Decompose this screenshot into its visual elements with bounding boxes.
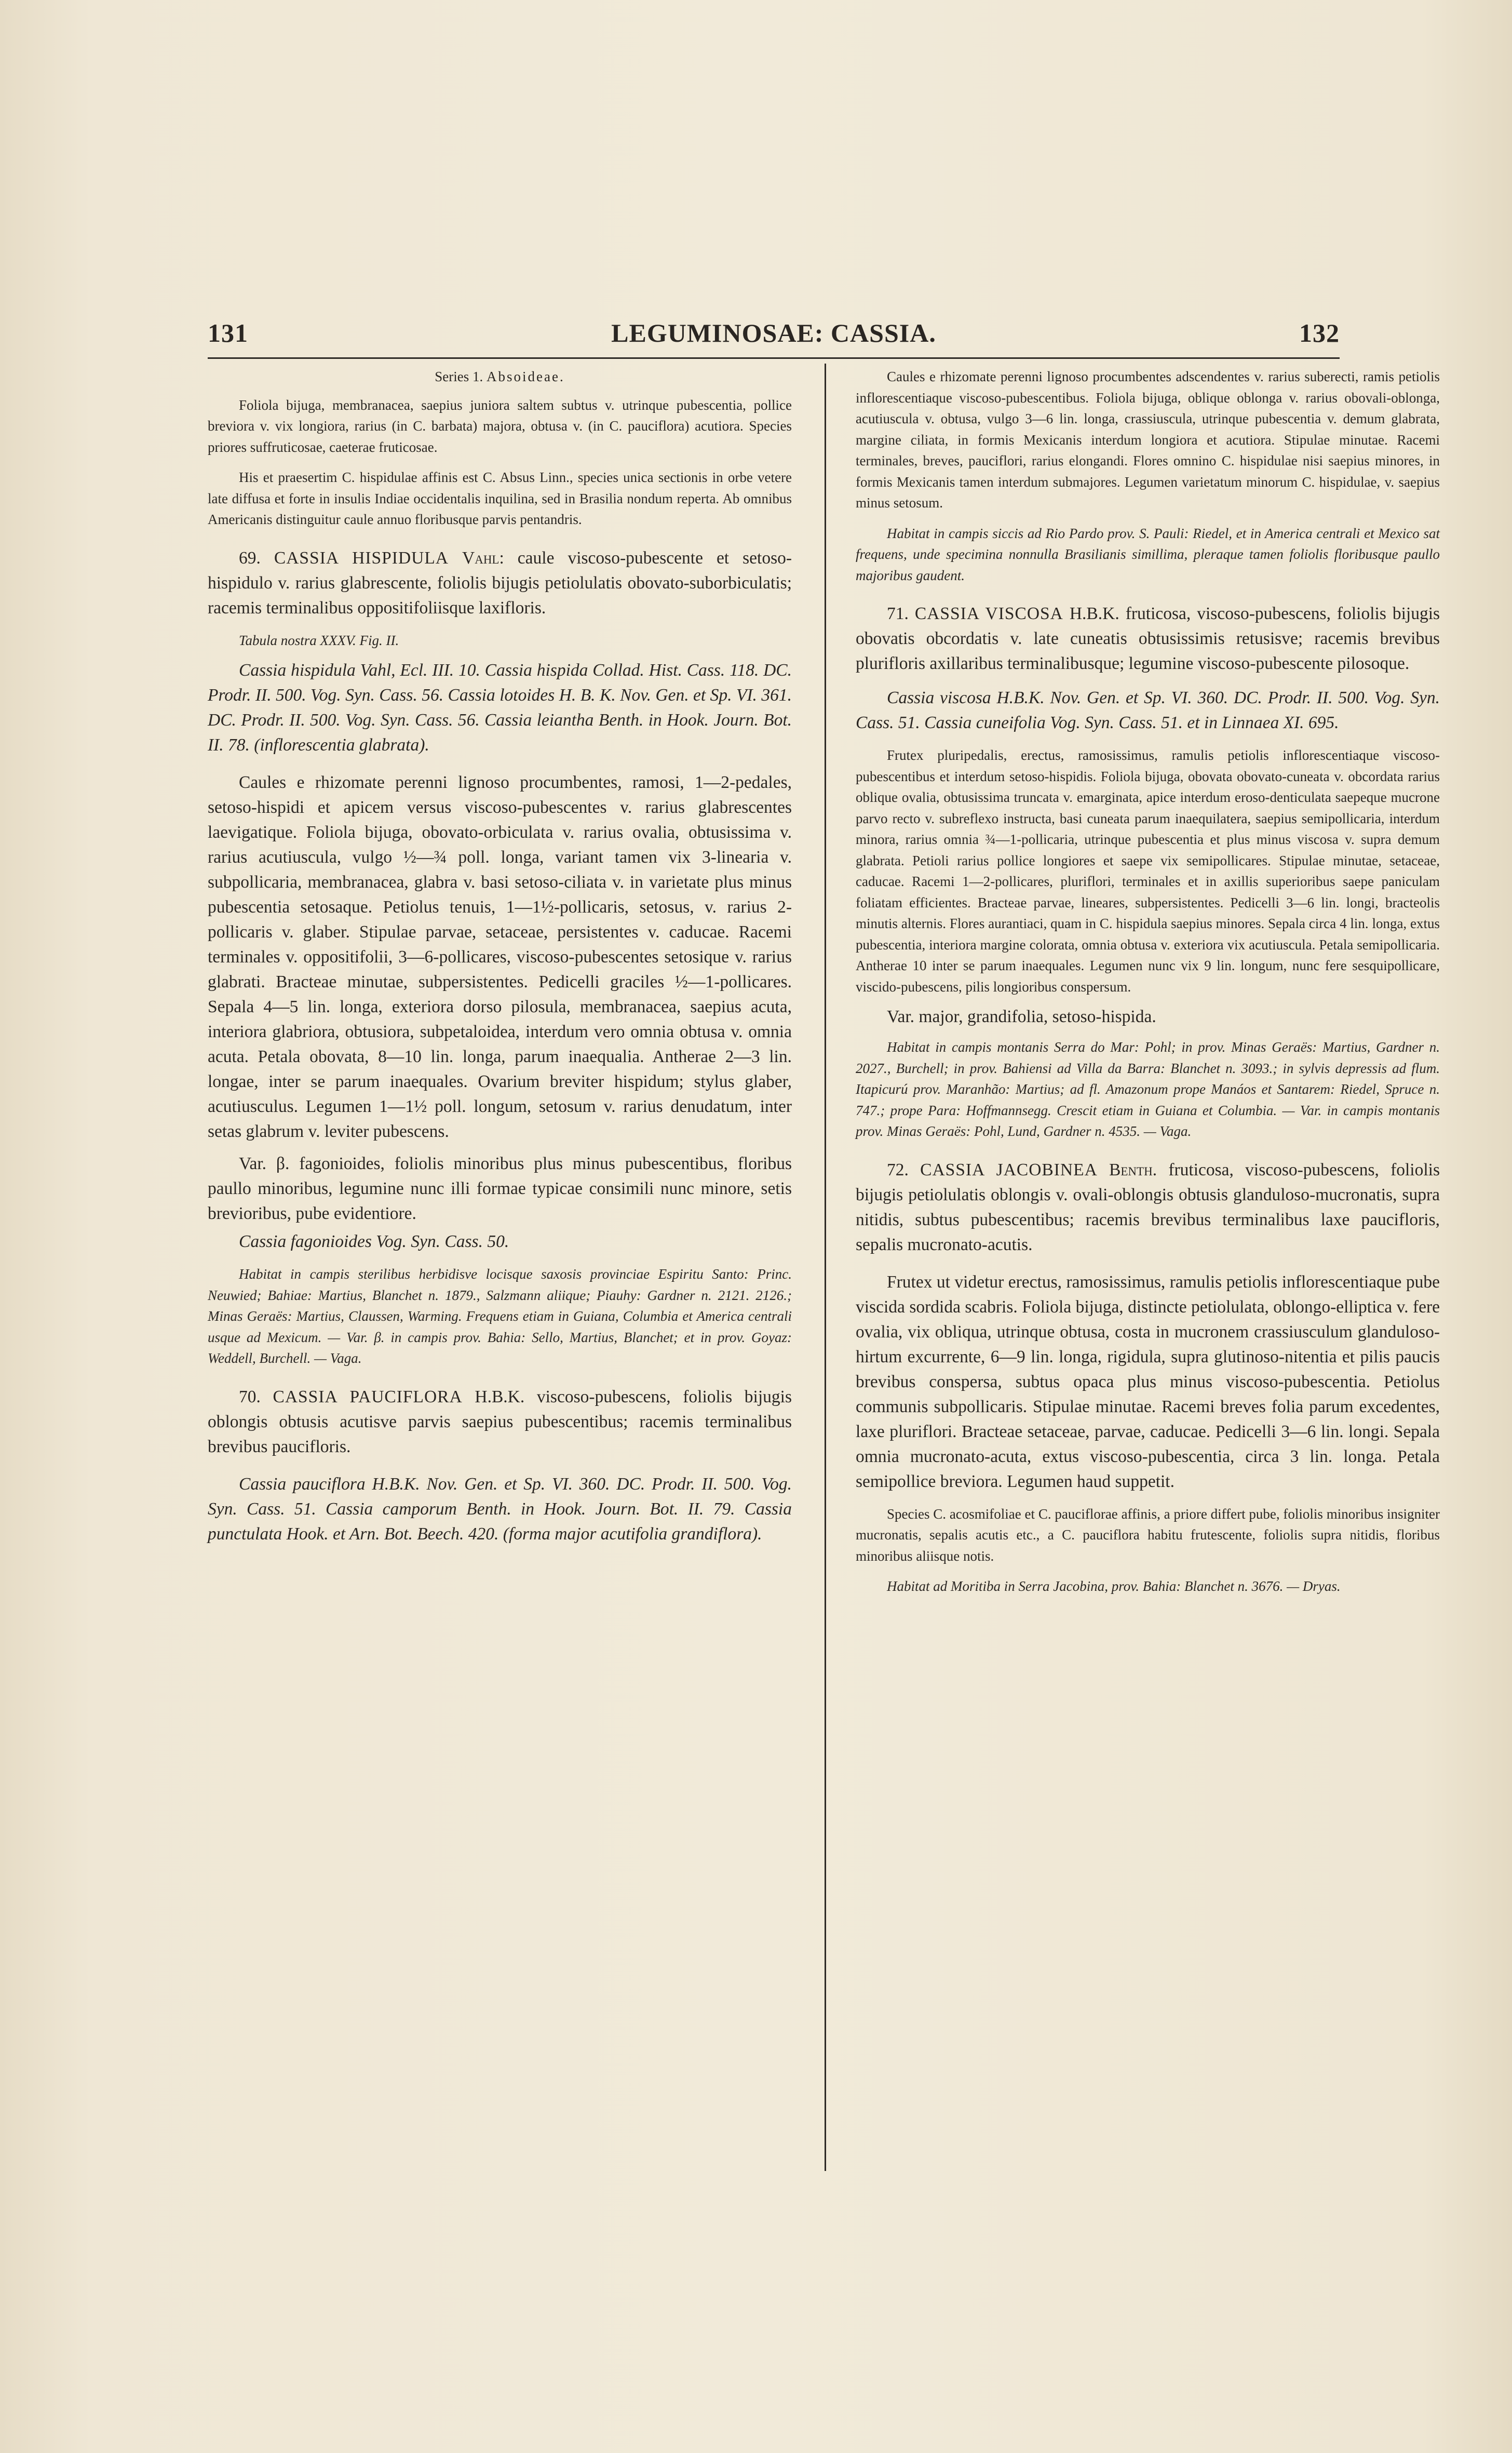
right-column: [856, 366, 1440, 1597]
species-71-number: 71.: [887, 604, 909, 623]
header-rule: [208, 357, 1340, 359]
species-70-habitat-text: Habitat in campis siccis ad Rio Pardo prov. S. Pauli: Riedel, et in America centrali et Mexico sat frequens, unde specimina nonnulla Brasilianis simillima, pleraque tamen foliolis floribusque paullo majoribus gaudent.: [856, 525, 1440, 583]
species-72-habitat-text: Habitat ad Moritiba in Serra Jacobina, prov. Bahia: Blanchet n. 3676. — Dryas.: [887, 1578, 1341, 1594]
species-70-name: CASSIA PAUCIFLORA: [273, 1387, 463, 1406]
species-69-plate: [208, 630, 792, 651]
series-name: Absoideae.: [487, 369, 565, 384]
species-69-plate-ref: Tabula nostra XXXV. Fig. II.: [239, 632, 399, 648]
species-70-habitat: [856, 523, 1440, 586]
species-69-variety-synonym-text: Cassia fagonioides Vog. Syn. Cass. 50.: [239, 1232, 509, 1251]
species-72-number: 72.: [887, 1160, 909, 1179]
series-heading: [208, 366, 792, 387]
species-69-synonym-text: Cassia hispidula Vahl, Ecl. III. 10. Cassia hispida Collad. Hist. Cass. 118. DC. Prodr. II. 500. Vog. Syn. Cass. 56. Cassia lotoides H. B. K. Nov. Gen. et Sp. VI. 361. DC. Prodr. II. 500. Vog. Syn. Cass. 56. Cassia leiantha Benth. in Hook. Journ. Bot. II. 78. (inflorescentia glabrata).: [208, 661, 792, 755]
species-69-variety: Var. β. fagonioides, foliolis minoribus plus minus pubescentibus, floribus paullo minoribus, legumine nunc illi formae typicae consimili nunc minore, setis brevioribus, pube evidentiore.: [208, 1154, 792, 1223]
species-69-name: CASSIA HISPIDULA: [274, 548, 449, 568]
species-69-heading: [208, 546, 792, 621]
page-number-left: 131: [208, 318, 248, 347]
species-72-diagnosis: fruticosa, viscoso-pubescens, foliolis bijugis petiolulatis oblongis v. ovali-oblongis obtusis glanduloso-mucronatis, supra nitidis, subtus pubescentibus; racemis brevibus terminalibus laxe paucifloris, sepalis mucronato-acutis.: [856, 1160, 1440, 1254]
species-69-author: Vahl: [462, 548, 500, 568]
species-71-name: CASSIA VISCOSA: [914, 604, 1063, 623]
species-69-habitat-text: Habitat in campis sterilibus herbidisve locisque saxosis provinciae Espiritu Santo: Princ. Neuwied; Bahiae: Martius, Blanchet n. 1879., Salzmann aliique; Piauhy: Gardner n. 2121. 2126.; Minas Geraës: Martius, Claussen, Warming. Frequens etiam in Guiana, Columbia et America centrali usque ad Mexicum. — Var. β. in campis prov. Bahia: Sello, Martius, Blanchet; et in prov. Goyaz: Weddell, Burchell. — Vaga.: [208, 1266, 792, 1366]
species-70-heading: [208, 1385, 792, 1459]
species-71-synonyms: [856, 686, 1440, 735]
species-72-habitat: [856, 1576, 1440, 1597]
species-69-diagnosis: : caule viscoso-pubescente et setoso-hispidulo v. rarius glabrescente, foliolis bijugis petiolulatis obovato-suborbiculatis; racemis terminalibus oppositifoliisque laxifloris.: [208, 548, 792, 618]
species-71-author: H.B.K.: [1069, 604, 1119, 623]
species-71-heading: [856, 601, 1440, 676]
species-72-name: CASSIA JACOBINEA: [920, 1160, 1098, 1179]
species-72-heading: [856, 1158, 1440, 1257]
species-71-variety: Var. major, grandifolia, setoso-hispida.: [887, 1007, 1156, 1026]
species-71-habitat: [856, 1037, 1440, 1142]
species-69-description: Caules e rhizomate perenni lignoso procumbentes, ramosi, 1—2-pedales, setoso-hispidi et apicem versus viscoso-pubescentes v. rarius glabrescentes laevigatique. Foliola bijuga, obovato-orbiculata v. rarius ovalia, obtusissima v. rarius acutiuscula, vulgo ½—¾ poll. longa, variant tamen vix 3-linearia v. subpollicaria, membranacea, glabra v. basi setoso-ciliata v. in varietate plus minus pubescentia setosaque. Petiolus tenuis, 1—1½-pollicaris, setosus, v. rarius 2-pollicaris v. glaber. Stipulae parvae, setaceae, persistentes v. caducae. Racemi terminales v. oppositifolii, 3—6-pollicares, viscoso-pubescentes setosique v. rarius glabrati. Bracteae minutae, subpersistentes. Pedicelli graciles ½—1-pollicares. Sepala 4—5 lin. longa, exteriora dorso pilosula, membranacea, saepius acuta, interiora glabriora, obtusiora, subpetaloidea, interdum vero omnia obtusa v. omnia acuta. Petala obovata, 8—10 lin. longa, parum inaequalia. Antherae 2—3 lin. longae, inter se parum inaequales. Ovarium breviter hispidum; stylus glaber, acutiusculus. Legumen 1—1½ poll. longum, setosum v. rarius denudatum, inter setas glabrum v. leviter pubescens.: [208, 773, 792, 1141]
species-70-synonym-text: Cassia pauciflora H.B.K. Nov. Gen. et Sp. VI. 360. DC. Prodr. II. 500. Vog. Syn. Cass. 51. Cassia camporum Benth. in Hook. Journ. Bot. II. 79. Cassia punctulata Hook. et Arn. Bot. Beech. 420. (forma major acutifolia grandiflora).: [208, 1474, 792, 1544]
species-71-synonym-text: Cassia viscosa H.B.K. Nov. Gen. et Sp. VI. 360. DC. Prodr. II. 500. Vog. Syn. Cass. 51. Cassia cuneifolia Vog. Syn. Cass. 51. et in Linnaea XI. 695.: [856, 688, 1440, 732]
species-71-habitat-text: Habitat in campis montanis Serra do Mar: Pohl; in prov. Minas Geraës: Martius, Gardner n. 2027., Burchell; in prov. Bahiensi ad Villa da Barra: Blanchet n. 3093.; in sylvis depressis ad flum. Itapicurú prov. Maranhão: Martius; ad fl. Amazonum prope Manáos et Santarem: Riedel, Spruce n. 747.; prope Para: Hoffmannsegg. Crescit etiam in Guiana et Columbia. — Var. in campis montanis prov. Minas Geraës: Pohl, Lund, Gardner n. 4535. — Vaga.: [856, 1039, 1440, 1139]
species-71-description: Frutex pluripedalis, erectus, ramosissimus, ramulis petiolis inflorescentiaque viscoso-pubescentibus et interdum setoso-hispidis. Foliola bijuga, obovata obovato-cuneata v. obcordata rarius oblique ovalia, obtusissima truncata v. emarginata, apice interdum eroso-denticulata saepeque mucrone parvo recto v. subreflexo instructa, basi cuneata parum inaequilatera, saepius semipollicaria, interdum minora, rarius omnia ¾—1-pollicaria, utrinque pubescentia et plus minus viscosa v. supra demum glabrata. Petioli rarius pollice longiores et saepe vix semipollicares. Stipulae minutae, setaceae, caducae. Racemi 1—2-pollicares, pluriflori, terminales et in axillis superioribus saepe paniculam foliatam efficientes. Bracteae parvae, lineares, subpersistentes. Pedicelli 3—6 lin. longi, bracteolis minutis alternis. Flores aurantiaci, quam in C. hispidula saepius minores. Sepala circa 4 lin. longa, extus pubescentia, interiora margine colorata, omnia obtusa v. exteriora vix acutiuscula. Petala semipollicaria. Antherae 10 inter se parum inaequales. Legumen nunc vix 9 lin. longum, nunc fere sesquipollicare, viscido-pubescens, pilis longioribus conspersum.: [856, 747, 1440, 995]
species-69-synonyms: [208, 658, 792, 758]
running-header: [208, 318, 1340, 349]
page-number-right: 132: [1299, 318, 1340, 347]
running-title: LEGUMINOSAE: CASSIA.: [611, 318, 936, 347]
series-label: Series 1.: [435, 369, 483, 384]
species-71-diagnosis: fruticosa, viscoso-pubescens, foliolis bijugis obovatis obcordatis v. late cuneatis obtusissimis retusisve; racemis brevibus plurifloris axillaribus terminalibusque; legumine viscoso-pubescente pilosoque.: [856, 604, 1440, 673]
column-divider: [825, 364, 826, 2171]
species-72-note: Species C. acosmifoliae et C. pauciflorae affinis, a priore differt pube, foliolis minoribus insigniter mucronatis, sepalis acutis etc., a C. pauciflora habitu frutescente, foliolis supra nitidis, floribus minoribus aliisque notis.: [856, 1506, 1440, 1564]
series-note: His et praesertim C. hispidulae affinis est C. Absus Linn., species unica sectionis in orbe vetere late diffusa et forte in insulis Indiae occidentalis inquilina, sed in Brasilia nondum reperta. Ab omnibus Americanis distinguitur caule annuo floribusque parvis pentandris.: [208, 470, 792, 527]
species-70-diagnosis: viscoso-pubescens, foliolis bijugis oblongis obtusis acutisve parvis saepius pubescentibus; racemis terminalibus brevibus paucifloris.: [208, 1387, 792, 1456]
species-70-number: 70.: [239, 1387, 261, 1406]
species-70-synonyms: [208, 1472, 792, 1547]
species-72-description: Frutex ut videtur erectus, ramosissimus, ramulis petiolis inflorescentiaque pube viscida sordida scabris. Foliola bijuga, distincte petiolulata, oblongo-elliptica v. fere ovalia, vix obliqua, utrinque obtusa, costa in mucronem crassiusculum glanduloso-hirtum excurrente, 6—9 lin. longa, rigidula, supra glutinoso-nitentia et pilis paucis brevibus conspersa, subtus opaca plus minus viscoso-pubescentia. Petiolus communis subpollicaris. Stipulae minutae. Racemi breves folia parum excedentes, laxe pluriflori. Bracteae setaceae, parvae, caducae. Pedicelli 3—6 lin. longi. Sepala omnia mucronato-acuta, extus viscoso-pubescentia, circa 3 lin. longa. Petala semipollice breviora. Legumen haud suppetit.: [856, 1272, 1440, 1491]
species-69-habitat: [208, 1264, 792, 1369]
species-69-variety-synonym: [208, 1229, 792, 1254]
species-72-author: Benth.: [1109, 1160, 1157, 1179]
species-70-description: Caules e rhizomate perenni lignoso procumbentes adscendentes v. rarius suberecti, ramis petiolis inflorescentiaque viscoso-pubescentibus. Foliola bijuga, oblique oblonga v. rarius obovali-oblonga, acutiuscula v. obtusa, vulgo 3—6 lin. longa, crassiuscula, utrinque pubescentia v. demum glabrata, margine ciliata, in formis Mexicanis interdum longiora et acutiora. Stipulae minutae. Racemi terminales, breves, pauciflori, rarius elongandi. Flores omnino C. hispidulae nisi saepius minores, in formis Mexicanis tamen interdum submajores. Legumen varietatum minorum C. hispidulae, v. saepius minus setosum.: [856, 369, 1440, 511]
series-description: Foliola bijuga, membranacea, saepius juniora saltem subtus v. utrinque pubescentia, pollice breviora v. vix longiora, rarius (in C. barbata) majora, obtusa v. (in C. pauciflora) acutiora. Species priores suffruticosae, caeterae fruticosae.: [208, 397, 792, 455]
species-69-number: 69.: [239, 548, 261, 568]
species-70-author: H.B.K.: [475, 1387, 525, 1406]
left-column: [208, 366, 792, 1547]
